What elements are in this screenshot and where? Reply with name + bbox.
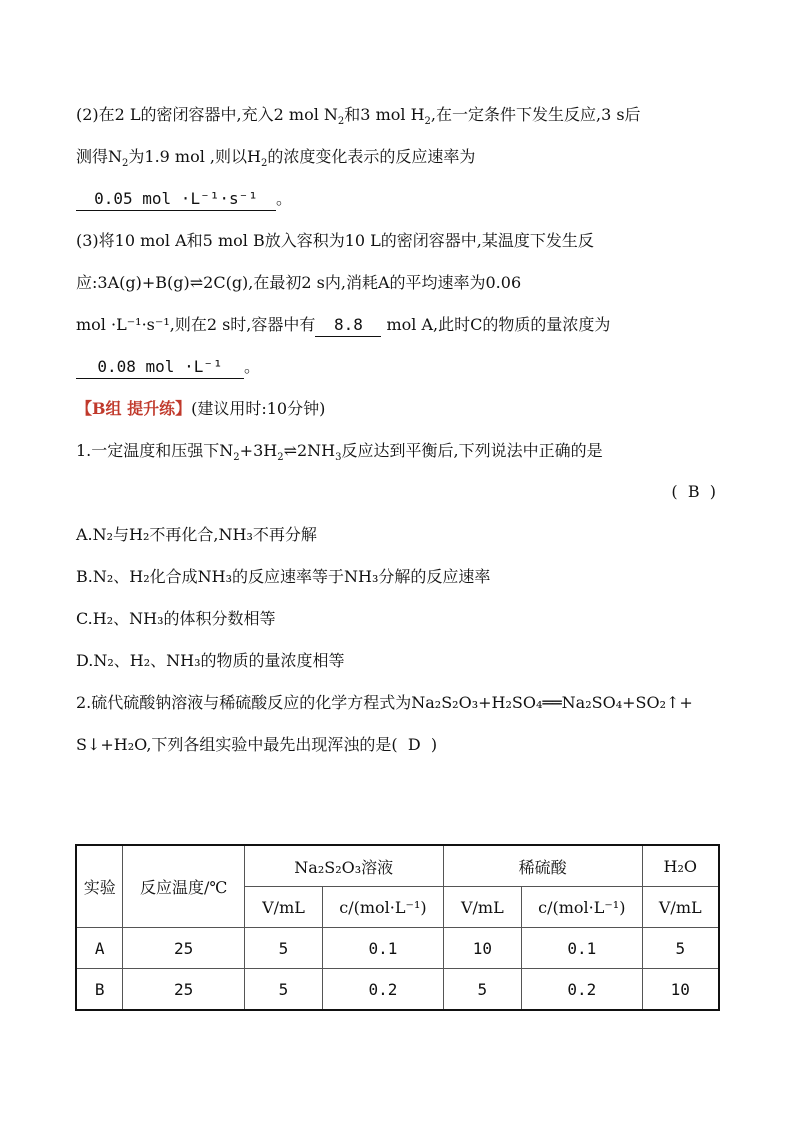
group-b-time: (建议用时:10分钟) <box>191 399 326 418</box>
header-water: H₂O <box>642 845 719 887</box>
cell: A <box>76 928 123 969</box>
period: 。 <box>244 357 261 376</box>
b1-option-c: C.H₂、NH₃的体积分数相等 <box>76 609 276 628</box>
q3-text: mol A,此时C的物质的量浓度为 <box>386 315 611 334</box>
subheader-concentration: c/(mol·L⁻¹) <box>522 887 642 928</box>
q3-answer: 0.08 mol ·L⁻¹ <box>76 356 244 379</box>
q3-line1: (3)将10 mol A和5 mol B放入容积为10 L的密闭容器中,某温度下发生反 <box>76 231 594 250</box>
experiment-table <box>75 844 720 1011</box>
q2-text: 测得N <box>76 147 123 166</box>
cell: 25 <box>123 969 244 1011</box>
b1-text: ⇌2NH <box>283 441 336 460</box>
subheader-volume: V/mL <box>642 887 719 928</box>
header-acid: 稀硫酸 <box>443 845 642 887</box>
q2-text: (2)在2 L的密闭容器中,充入2 mol N <box>76 105 338 124</box>
group-b-tag: 【B组 提升练】 <box>76 399 192 418</box>
period: 。 <box>276 189 293 208</box>
header-temperature: 反应温度/℃ <box>123 845 244 928</box>
b1-text: +3H <box>239 441 278 460</box>
b2-line1: 2.硫代硫酸钠溶液与稀硫酸反应的化学方程式为Na₂S₂O₃+H₂SO₄══Na₂SO₄+SO₂↑+ <box>76 693 693 712</box>
sub: 2 <box>424 116 431 128</box>
cell: 10 <box>642 969 719 1011</box>
b1-answer: ( B ) <box>671 482 716 501</box>
subheader-volume: V/mL <box>443 887 521 928</box>
b2-line2 <box>76 734 437 756</box>
b1-text: 1.一定温度和压强下N <box>76 441 234 460</box>
table-row <box>76 969 719 1011</box>
b1-stem <box>76 440 603 469</box>
q2-line3 <box>76 188 292 211</box>
cell: 5 <box>244 928 322 969</box>
cell: B <box>76 969 123 1011</box>
b1-option-d: D.N₂、H₂、NH₃的物质的量浓度相等 <box>76 651 345 670</box>
b1-text: 反应达到平衡后,下列说法中正确的是 <box>341 441 603 460</box>
cell: 5 <box>244 969 322 1011</box>
cell: 0.2 <box>522 969 642 1011</box>
q2-text: ,在一定条件下发生反应,3 s后 <box>430 105 641 124</box>
cell: 0.2 <box>323 969 443 1011</box>
b2-text: S↓+H₂O,下列各组实验中最先出现浑浊的是 <box>76 735 392 754</box>
sub: 2 <box>233 452 240 464</box>
subheader-volume: V/mL <box>244 887 322 928</box>
q3-line2: 应:3A(g)+B(g)⇌2C(g),在最初2 s内,消耗A的平均速率为0.06 <box>76 273 522 292</box>
q2-line2 <box>76 146 475 175</box>
q3-line4 <box>76 356 260 379</box>
cell: 25 <box>123 928 244 969</box>
cell: 0.1 <box>323 928 443 969</box>
q3-blank-answer: 8.8 <box>315 314 381 337</box>
b1-option-a: A.N₂与H₂不再化合,NH₃不再分解 <box>76 525 317 544</box>
subheader-concentration: c/(mol·L⁻¹) <box>323 887 443 928</box>
q2-text: 为1.9 mol ,则以H <box>128 147 261 166</box>
b2-answer: ( D ) <box>391 735 438 754</box>
q2-line1 <box>76 104 641 133</box>
sub: 2 <box>260 158 268 170</box>
header-na2s2o3: Na₂S₂O₃溶液 <box>244 845 443 887</box>
b1-option-b: B.N₂、H₂化合成NH₃的反应速率等于NH₃分解的反应速率 <box>76 567 491 586</box>
q2-answer: 0.05 mol ·L⁻¹·s⁻¹ <box>76 188 276 211</box>
q3-text: mol ·L⁻¹·s⁻¹,则在2 s时,容器中有 <box>76 315 316 334</box>
sub: 2 <box>122 158 129 170</box>
q2-text: 和3 mol H <box>344 105 425 124</box>
cell: 5 <box>443 969 521 1011</box>
cell: 0.1 <box>522 928 642 969</box>
table-header-row <box>76 845 719 887</box>
sub: 2 <box>337 116 345 128</box>
header-experiment: 实验 <box>76 845 123 928</box>
cell: 5 <box>642 928 719 969</box>
q3-line3 <box>76 314 610 337</box>
table-row <box>76 928 719 969</box>
sub: 2 <box>277 452 284 464</box>
group-b-header <box>76 398 325 420</box>
cell: 10 <box>443 928 521 969</box>
sub: 3 <box>335 452 342 464</box>
q2-text: 的浓度变化表示的反应速率为 <box>267 147 476 166</box>
